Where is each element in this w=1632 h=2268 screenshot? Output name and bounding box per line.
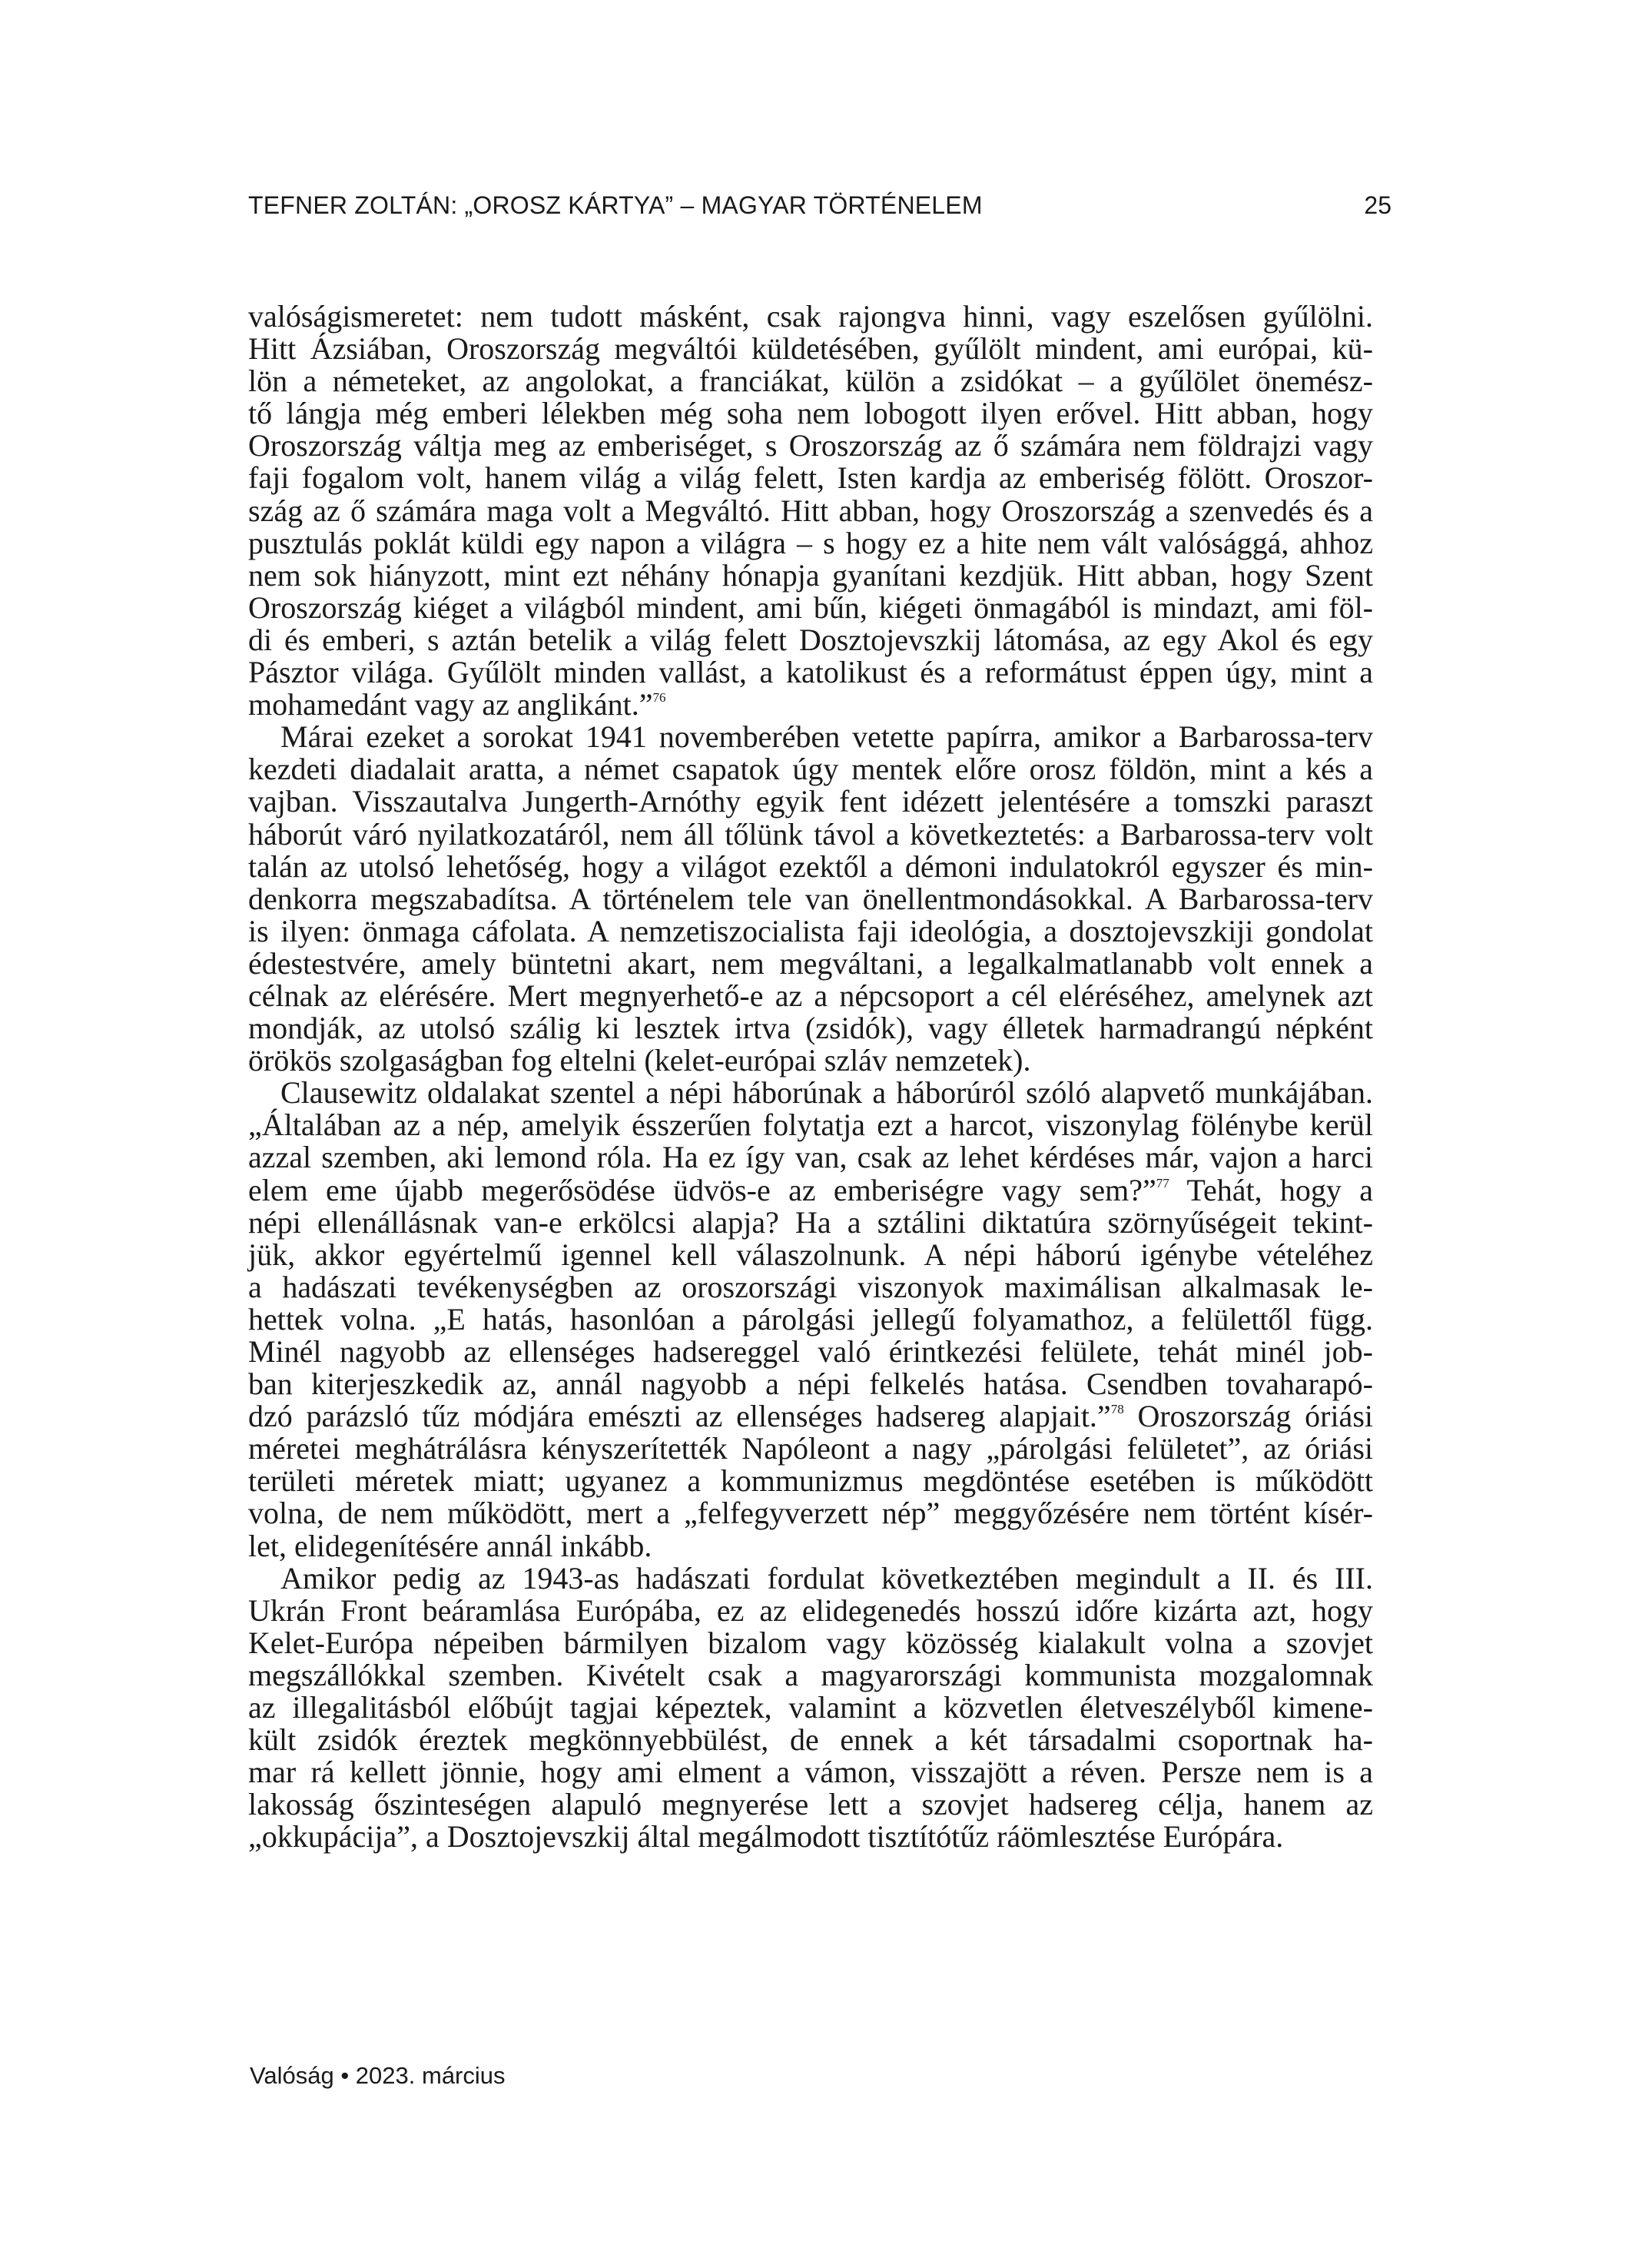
text-line <box>248 589 1373 625</box>
text-line <box>248 365 1373 397</box>
line-text: valóságismeretet: nem tudott másként, csak rajongva hinni, vagy eszelősen gyűlölni. <box>248 299 1373 334</box>
text-line <box>248 1627 1373 1659</box>
text-line <box>248 721 1373 753</box>
page-number: 25 <box>1364 191 1392 219</box>
line-text: is ilyen: önmaga cáfolata. A nemzetiszocialista faji ideológia, a dosztojevszkiji gondolat <box>248 913 1373 948</box>
line-text: talán az utolsó lehetőség, hogy a világot ezektől a démoni indulatokról egyszer és min- <box>248 848 1373 884</box>
line-text: kült zsidók éreztek megkönnyebbülést, de ennek a két társadalmi csoportnak ha- <box>248 1722 1373 1758</box>
line-text: népi ellenállásnak van-e erkölcsi alapja? Ha a sztálini diktatúra szörnyűségeit tekint- <box>248 1204 1373 1240</box>
line-text: „Általában az a nép, amelyik ésszerűen folytatja ezt a harcot, viszonylag fölénybe kerül <box>248 1107 1373 1143</box>
text-line <box>248 1141 1373 1174</box>
paragraph <box>248 1077 1373 1562</box>
line-text: Oroszország kiéget a világból mindent, ami bűn, kiégeti önmagából is mindazt, ami föl- <box>248 589 1373 625</box>
paragraph <box>248 721 1373 1077</box>
journal-footer: Valóság • 2023. március <box>250 2062 506 2089</box>
line-text: denkorra megszabadítsa. A történelem tele van önellentmondásokkal. A Barbarossa-terv <box>248 881 1373 916</box>
text-line <box>248 1659 1373 1692</box>
line-text: Kelet-Európa népeiben bármilyen bizalom vagy közösség kialakult volna a szovjet <box>248 1625 1373 1660</box>
line-text: az illegalitásból előbújt tagjai képeztek, valamint a közvetlen életveszélyből kimene- <box>248 1690 1373 1725</box>
line-text-continued: Oroszország óriási <box>1123 1399 1373 1434</box>
line-text: Pásztor világa. Gyűlölt minden vallást, a katolikust és a reformátust éppen úgy, mint a <box>248 655 1373 690</box>
text-line <box>248 1368 1373 1400</box>
text-line <box>248 1204 1373 1240</box>
text-line <box>248 301 1373 333</box>
text-line <box>248 397 1373 430</box>
text-line <box>248 1271 1373 1303</box>
text-line <box>248 557 1373 593</box>
line-text: méretei meghátrálásra kényszerítették Napóleont a nagy „párolgási felületet”, az óriási <box>248 1431 1373 1466</box>
text-line <box>248 1400 1373 1433</box>
text-line <box>248 883 1373 915</box>
text-line <box>248 1077 1373 1109</box>
line-text: Amikor pedig az 1943-as hadászati fordulat következtében megindult a II. és III. <box>280 1560 1373 1596</box>
line-text: mar rá kellett jönnie, hogy ami elment a vámon, visszajött a réven. Persze nem is a <box>248 1755 1373 1790</box>
text-line <box>248 1497 1373 1529</box>
line-text: háborút váró nyilatkozatáról, nem áll tőlünk távol a következtetés: a Barbarossa-terv volt <box>248 816 1373 852</box>
text-line <box>248 624 1373 656</box>
line-text: dzó parázsló tűz módjára emészti az ellenséges hadsereg alapjait.” <box>248 1399 1111 1434</box>
article-title-header: TEFNER ZOLTÁN: „OROSZ KÁRTYA” – MAGYAR TÖRTÉNELEM <box>248 191 983 219</box>
line-text: a hadászati tevékenységben az oroszországi viszonyok maximálisan alkalmasak le- <box>248 1269 1373 1304</box>
line-text: Clausewitz oldalakat szentel a népi háborúnak a háborúról szóló alapvető munkájában. <box>280 1075 1373 1111</box>
line-text: kezdeti diadalait aratta, a német csapatok úgy mentek előre orosz földön, mint a kés a <box>248 752 1373 787</box>
paragraph <box>248 301 1373 721</box>
line-text: azzal szemben, aki lemond róla. Ha ez így van, csak az lehet kérdéses már, vajon a harci <box>248 1140 1373 1175</box>
line-text: hettek volna. „E hatás, hasonlóan a párolgási jellegű folyamathoz, a felülettől függ. <box>248 1301 1373 1337</box>
line-text: ban kiterjeszkedik az, annál nagyobb a népi felkelés hatása. Csendben tovaharapó- <box>248 1366 1373 1402</box>
line-text: faji fogalom volt, hanem világ a világ felett, Isten kardja az emberiség fölött. Oroszor- <box>248 460 1373 496</box>
text-line <box>248 785 1373 818</box>
line-text: területi méretek miatt; ugyanez a kommunizmus megdöntése esetében is működött <box>248 1463 1373 1499</box>
line-text: pusztulás poklát küldi egy napon a világra – s hogy ez a hite nem vált valósággá, ahhoz <box>248 525 1373 560</box>
line-text: édestestvére, amely büntetni akart, nem megváltani, a legalkalmatlanabb volt ennek a <box>248 945 1373 981</box>
line-text: mohamedánt vagy az anglikánt.” <box>248 687 653 722</box>
line-text: Ukrán Front beáramlása Európába, ez az elidegenedés hosszú időre kizárta azt, hogy <box>248 1592 1373 1628</box>
text-line <box>248 816 1373 852</box>
text-line <box>248 1530 1373 1562</box>
text-line <box>248 333 1373 365</box>
text-line <box>248 430 1373 462</box>
text-line <box>248 462 1373 494</box>
text-line <box>248 527 1373 560</box>
text-line <box>248 1592 1373 1628</box>
footnote-reference[interactable]: 78 <box>1110 1402 1124 1417</box>
line-text: Márai ezeket a sorokat 1941 novemberében vetette papírra, amikor a Barbarossa-terv <box>280 719 1373 755</box>
text-line <box>248 1562 1373 1595</box>
text-line <box>248 1303 1373 1336</box>
text-line <box>248 1756 1373 1788</box>
line-text: vajban. Visszautalva Jungerth-Arnóthy egyik fent idézett jelentésére a tomszki paraszt <box>248 784 1373 819</box>
line-text: let, elidegenítésére annál inkább. <box>248 1528 652 1563</box>
footnote-reference[interactable]: 77 <box>1156 1175 1169 1190</box>
text-line <box>248 1336 1373 1368</box>
line-text: megszállókkal szemben. Kivételt csak a magyarországi kommunista mozgalomnak <box>248 1657 1373 1692</box>
line-text: szág az ő számára maga volt a Megváltó. Hitt abban, hogy Oroszország a szenvedés és a <box>248 493 1373 528</box>
line-text: célnak az elérésére. Mert megnyerhető-e az a népcsoport a cél eléréséhez, amelynek azt <box>248 978 1373 1013</box>
line-text: „okkupácija”, a Dosztojevszkij által megálmodott tisztítótűz ráömlesztése Európára. <box>248 1819 1284 1855</box>
text-line <box>248 1724 1373 1756</box>
line-text: volna, de nem működött, mert a „felfegyverzett nép” meggyőzésére nem történt kísér- <box>248 1496 1373 1531</box>
line-text: Oroszország váltja meg az emberiséget, s Oroszország az ő számára nem földrajzi vagy <box>248 428 1373 463</box>
paragraph <box>248 1562 1373 1854</box>
line-text: Minél nagyobb az ellenséges hadsereggel való érintkezési felülete, tehát minél job- <box>248 1334 1373 1369</box>
line-text: lakosság őszinteségen alapuló megnyerése lett a szovjet hadsereg célja, hanem az <box>248 1787 1373 1822</box>
line-text: tő lángja még emberi lélekben még soha nem lobogott ilyen erővel. Hitt abban, hogy <box>248 396 1373 431</box>
text-line <box>248 1465 1373 1497</box>
text-line <box>248 945 1373 981</box>
text-line <box>248 495 1373 527</box>
text-line <box>248 915 1373 948</box>
line-text-continued: Tehát, hogy a <box>1169 1172 1373 1207</box>
text-line <box>248 753 1373 785</box>
line-text: di és emberi, s aztán betelik a világ felett Dosztojevszkij látomása, az egy Akol és egy <box>248 622 1373 657</box>
line-text: nem sok hiányzott, mint ezt néhány hónapja gyanítani kezdjük. Hitt abban, hogy Szent <box>248 557 1373 593</box>
text-line <box>248 980 1373 1012</box>
text-line <box>248 1044 1373 1077</box>
line-text: jük, akkor egyértelmű igennel kell válaszolnunk. A népi háború igénybe vételéhez <box>248 1237 1373 1272</box>
line-text: Hitt Ázsiában, Oroszország megváltói küldetésében, gyűlölt mindent, ami európai, kü- <box>248 331 1373 367</box>
line-text: mondják, az utolsó szálig ki lesztek irtva (zsidók), vagy élletek harmadrangú népként <box>248 1011 1373 1046</box>
text-line <box>248 689 1373 721</box>
running-header <box>248 191 1392 219</box>
footnote-reference[interactable]: 76 <box>652 690 666 706</box>
text-line <box>248 1239 1373 1271</box>
text-line <box>248 656 1373 689</box>
line-text: örökös szolgaságban fog eltelni (kelet-európai szláv nemzetek). <box>248 1043 1031 1078</box>
line-text: elem eme újabb megerősödése üdvös-e az emberiségre vagy sem?” <box>248 1172 1156 1207</box>
text-line <box>248 1692 1373 1724</box>
text-line <box>248 1821 1373 1853</box>
line-text: lön a németeket, az angolokat, a franciákat, külön a zsidókat – a gyűlölet önemész- <box>248 364 1373 399</box>
article-body <box>248 301 1373 1854</box>
text-line <box>248 848 1373 884</box>
text-line <box>248 1109 1373 1141</box>
text-line <box>248 1788 1373 1821</box>
text-line <box>248 1433 1373 1465</box>
text-line <box>248 1012 1373 1044</box>
text-line <box>248 1174 1373 1207</box>
